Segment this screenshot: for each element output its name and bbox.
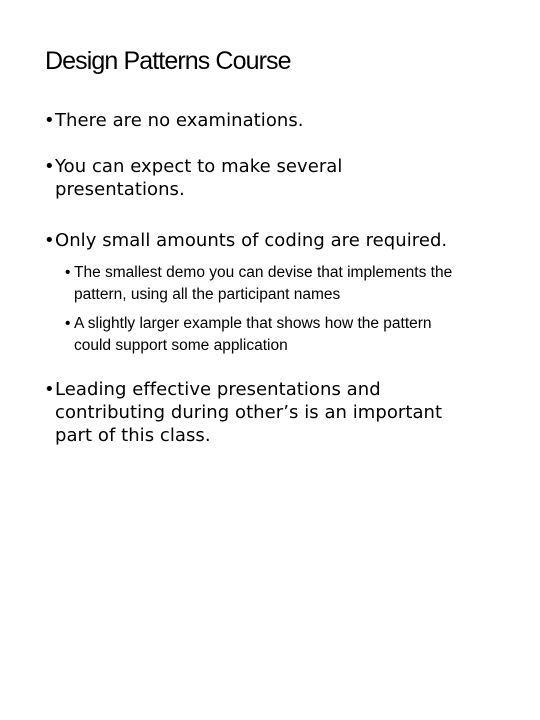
bullet-text: There are no examinations. xyxy=(55,110,304,131)
bullet-marker: • xyxy=(65,264,71,281)
bullet-marker: • xyxy=(44,230,55,251)
sub-bullet-item-1 xyxy=(65,262,505,306)
bullet-text: You can expect to make several presentations. xyxy=(55,156,343,200)
bullet-text: Only small amounts of coding are required. xyxy=(55,230,448,251)
sub-bullet-item-2 xyxy=(65,313,455,357)
sub-bullet-text: A slightly larger example that shows how the pattern could support some application xyxy=(74,315,432,354)
bullet-marker: • xyxy=(44,156,55,177)
bullet-marker: • xyxy=(65,315,71,332)
bullet-item-4 xyxy=(44,378,484,447)
bullet-text: Leading effective presentations and contributing during other’s is an important part of this class. xyxy=(55,379,443,446)
bullet-item-3 xyxy=(44,229,504,252)
slide-title: Design Patterns Course xyxy=(45,47,291,75)
bullet-marker: • xyxy=(44,110,55,131)
sub-bullet-text: The smallest demo you can devise that implements the pattern, using all the participant names xyxy=(74,264,453,303)
bullet-item-1 xyxy=(44,109,504,132)
bullet-item-2 xyxy=(44,155,374,201)
bullet-marker: • xyxy=(44,379,55,400)
